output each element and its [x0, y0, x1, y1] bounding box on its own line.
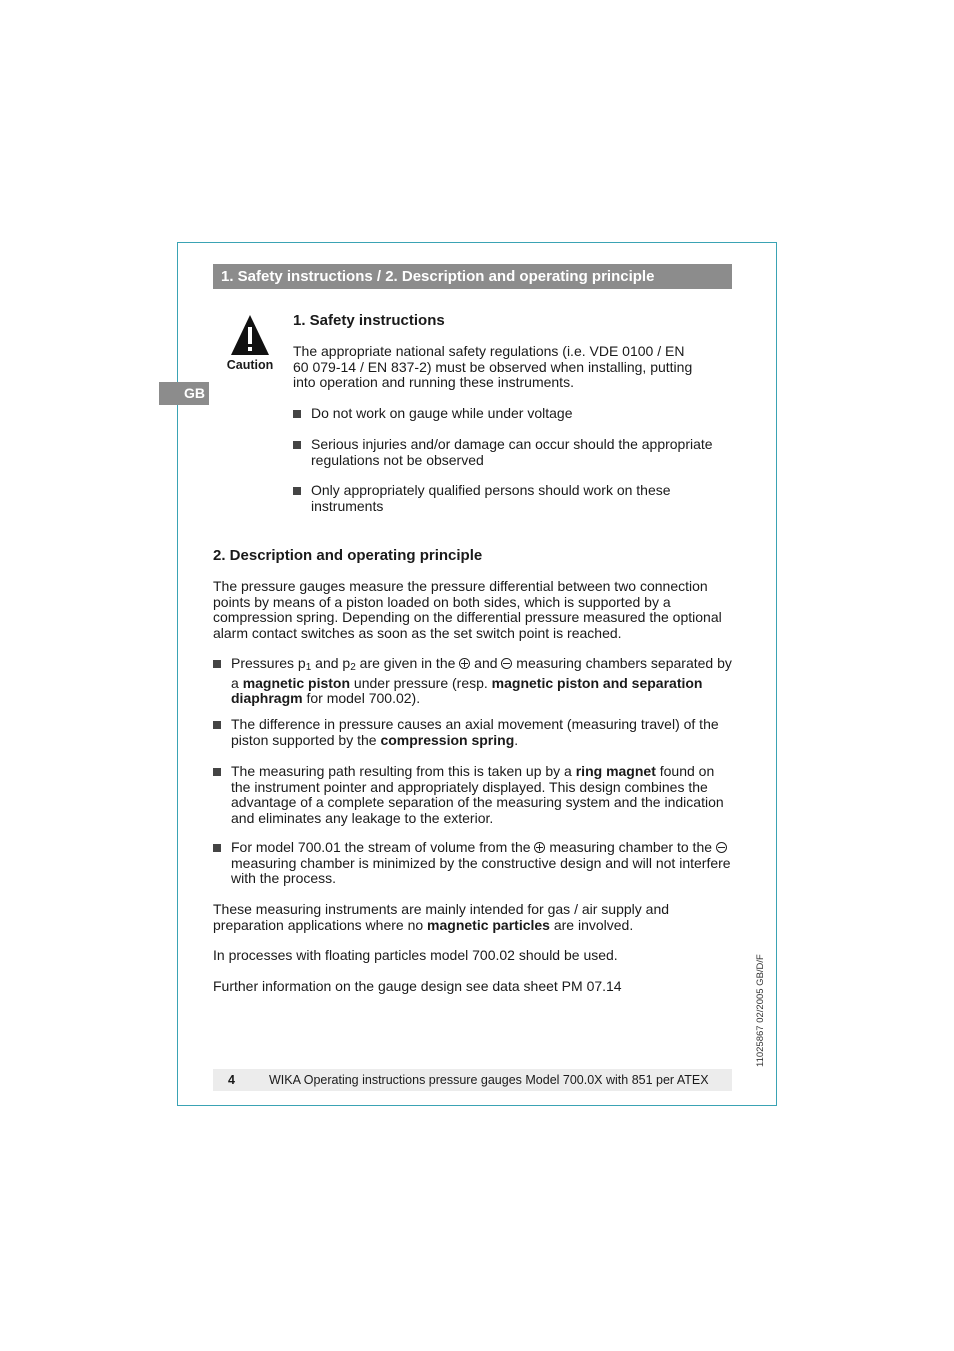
list-item-text: The measuring path resulting from this is taken up by a ring magnet found on the instrument pointer and appropriately displayed. This design combines the advantage of a complete separation of the measuring system and the indication and eliminates any leakage to the exterior. — [231, 763, 724, 826]
caution-label: Caution — [226, 358, 274, 372]
paragraph-further-info: Further information on the gauge design see data sheet PM 07.14 — [213, 978, 622, 994]
language-tab: GB — [159, 382, 209, 405]
section-header-bar: 1. Safety instructions / 2. Description and operating principle — [213, 264, 732, 289]
bullet-square-icon — [213, 721, 221, 729]
list-item-text: Serious injuries and/or damage can occur should the appropriate regulations not be observed — [311, 436, 713, 468]
list-item-text: For model 700.01 the stream of volume from the measuring chamber to the measuring chamber is minimized by the constructive design and will not interfere with the process. — [231, 839, 731, 886]
list-item — [213, 840, 735, 887]
list-item — [293, 406, 733, 422]
bullet-square-icon — [213, 844, 221, 852]
section1-heading: 1. Safety instructions — [293, 312, 445, 329]
footer-bar — [213, 1069, 732, 1091]
section1-intro: The appropriate national safety regulations (i.e. VDE 0100 / EN 60 079-14 / EN 837-2) must be observed when installing, putting into operation and running these instruments. — [293, 343, 693, 390]
bullet-square-icon — [293, 487, 301, 495]
section2-intro: The pressure gauges measure the pressure differential between two connection points by means of a piston loaded on both sides, which is supported by a compression spring. Depending on the differential pressure measured the optional alarm contact switches as soon as the set switch point is reached. — [213, 578, 722, 641]
paragraph-floating-particles: In processes with floating particles model 700.02 should be used. — [213, 947, 618, 963]
list-item — [293, 437, 733, 468]
list-item-text: Only appropriately qualified persons should work on these instruments — [311, 482, 671, 514]
document-code: 11025867 02/2005 GB/D/F — [755, 954, 766, 1067]
minus-circle-icon — [716, 842, 727, 853]
list-item — [293, 483, 703, 514]
list-item — [213, 764, 735, 826]
list-item-text: Pressures $p_1$ and $p_2$ are given in the and measuring chambers separated by a magnetic piston under pressure (resp. magnetic piston and separation diaphragm for model 700.02). — [231, 655, 732, 706]
bullet-square-icon — [293, 410, 301, 418]
list-item — [213, 656, 735, 707]
plus-circle-icon — [534, 842, 545, 853]
section2-heading: 2. Description and operating principle — [213, 547, 483, 564]
plus-circle-icon — [459, 658, 470, 669]
warning-triangle-icon — [230, 314, 270, 356]
bullet-square-icon — [213, 768, 221, 776]
bullet-square-icon — [293, 441, 301, 449]
footer-text: WIKA Operating instructions pressure gauges Model 700.0X with 851 per ATEX — [269, 1073, 709, 1087]
bullet-square-icon — [213, 660, 221, 668]
list-item — [213, 717, 735, 748]
paragraph-intended-use: These measuring instruments are mainly intended for gas / air supply and preparation applications where no magnetic particles are involved. — [213, 901, 670, 933]
minus-circle-icon — [501, 658, 512, 669]
list-item-text: The difference in pressure causes an axial movement (measuring travel) of the piston supported by the compression spring. — [231, 716, 719, 748]
list-item-text: Do not work on gauge while under voltage — [311, 405, 573, 421]
caution-block — [222, 314, 278, 372]
page-number: 4 — [228, 1073, 235, 1087]
